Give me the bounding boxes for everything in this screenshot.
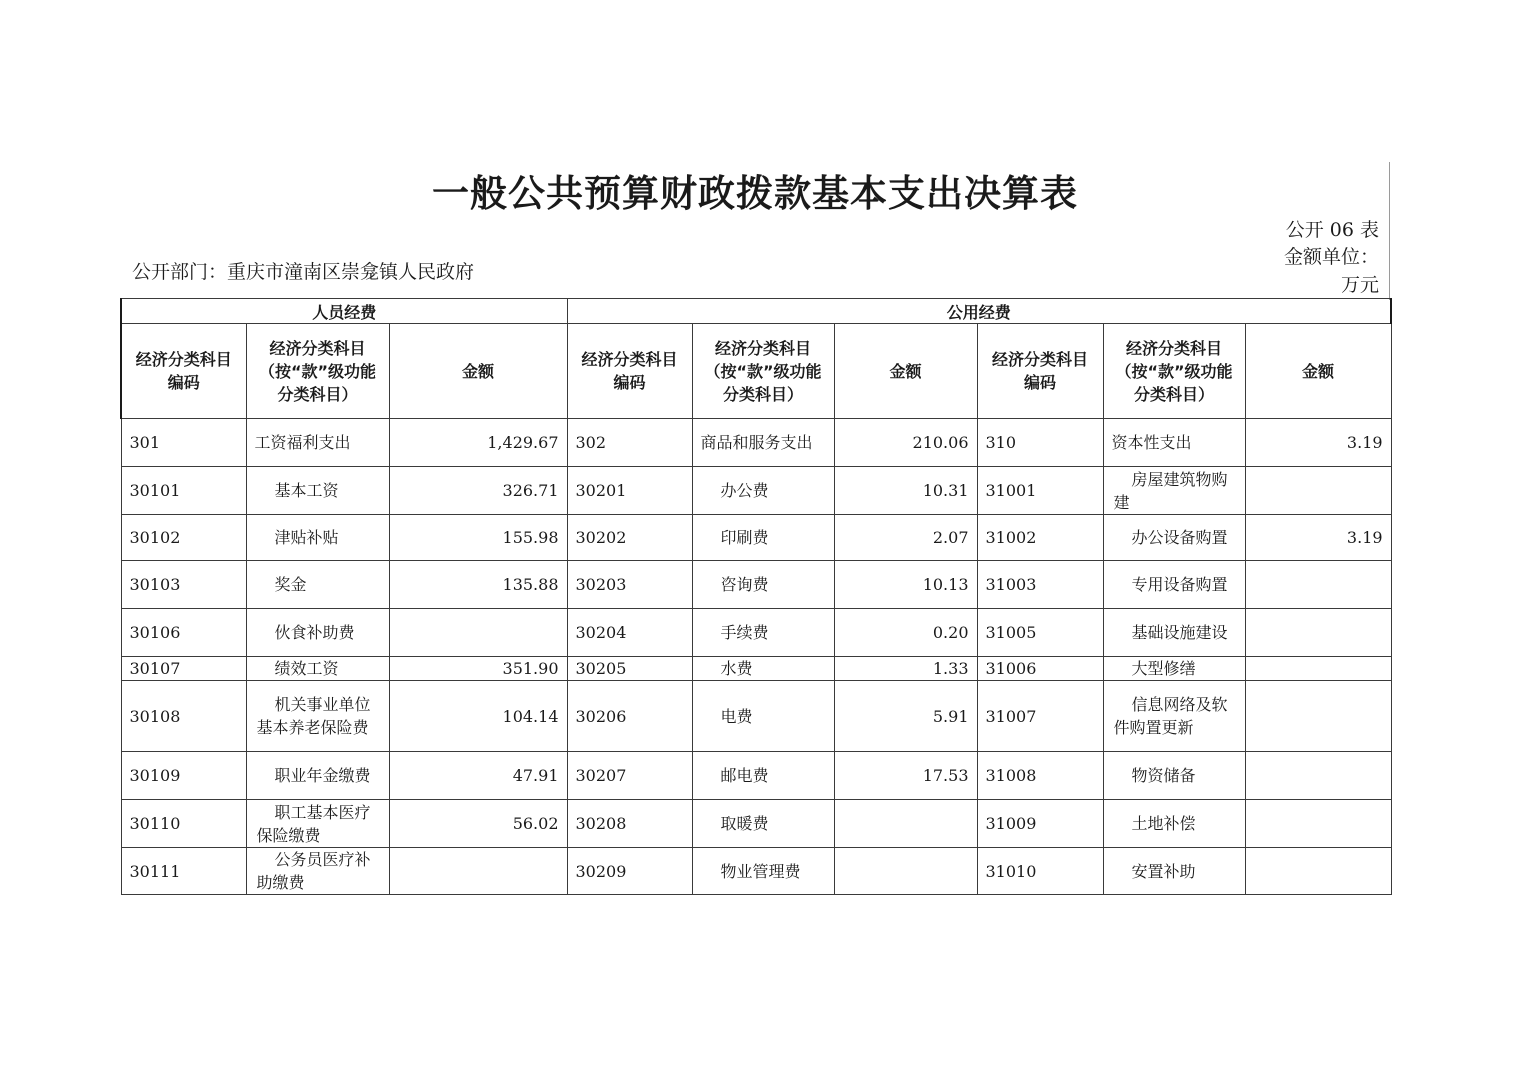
capital-subject-cell: 大型修缮 — [1103, 657, 1245, 681]
table-row — [121, 848, 1391, 895]
capital-code-cell: 31002 — [977, 515, 1103, 561]
personnel-code-cell: 30111 — [121, 848, 246, 895]
personnel-amount-cell: 56.02 — [389, 800, 567, 848]
capital-code-cell: 31003 — [977, 561, 1103, 609]
form-number: 公开 06 表 — [1285, 219, 1379, 241]
personnel-amount-cell: 1,429.67 — [389, 419, 567, 467]
goods-code-cell: 30204 — [567, 609, 692, 657]
goods-amount-cell — [834, 800, 977, 848]
personnel-subject-cell: 职工基本医疗保险缴费 — [246, 800, 389, 848]
goods-subject-cell: 办公费 — [692, 467, 834, 515]
personnel-subject-cell: 伙食补助费 — [246, 609, 389, 657]
table-row — [121, 467, 1391, 515]
goods-amount-cell: 5.91 — [834, 681, 977, 752]
column-header-row — [121, 324, 1391, 419]
personnel-subject-cell: 公务员医疗补助缴费 — [246, 848, 389, 895]
goods-code-cell: 30207 — [567, 752, 692, 800]
goods-code-cell: 30201 — [567, 467, 692, 515]
capital-amount-cell: 3.19 — [1245, 419, 1391, 467]
page-title: 一般公共预算财政拨款基本支出决算表 — [432, 172, 1078, 215]
table-row — [121, 419, 1391, 467]
goods-code-cell: 30206 — [567, 681, 692, 752]
goods-amount-cell: 17.53 — [834, 752, 977, 800]
goods-code-cell: 30202 — [567, 515, 692, 561]
personnel-code-cell: 301 — [121, 419, 246, 467]
table-row — [121, 800, 1391, 848]
capital-code-cell: 31010 — [977, 848, 1103, 895]
table-row — [121, 657, 1391, 681]
capital-code-cell: 31001 — [977, 467, 1103, 515]
goods-code-cell: 30205 — [567, 657, 692, 681]
capital-code-cell: 31005 — [977, 609, 1103, 657]
col-amount-header: 金额 — [1245, 324, 1391, 419]
personnel-code-cell: 30109 — [121, 752, 246, 800]
goods-subject-cell: 商品和服务支出 — [692, 419, 834, 467]
goods-code-cell: 30208 — [567, 800, 692, 848]
capital-amount-cell — [1245, 752, 1391, 800]
goods-subject-cell: 物业管理费 — [692, 848, 834, 895]
personnel-subject-cell: 奖金 — [246, 561, 389, 609]
amount-unit-label: 金额单位： — [1283, 246, 1379, 268]
goods-subject-cell: 印刷费 — [692, 515, 834, 561]
col-subject-header: 经济分类科目（按“款”级功能分类科目） — [692, 324, 834, 419]
personnel-code-cell: 30110 — [121, 800, 246, 848]
personnel-subject-cell: 基本工资 — [246, 467, 389, 515]
capital-amount-cell — [1245, 657, 1391, 681]
goods-amount-cell: 0.20 — [834, 609, 977, 657]
goods-subject-cell: 邮电费 — [692, 752, 834, 800]
col-subject-header: 经济分类科目（按“款”级功能分类科目） — [1103, 324, 1245, 419]
capital-amount-cell — [1245, 848, 1391, 895]
personnel-code-cell: 30103 — [121, 561, 246, 609]
personnel-code-cell: 30107 — [121, 657, 246, 681]
goods-code-cell: 30203 — [567, 561, 692, 609]
personnel-subject-cell: 绩效工资 — [246, 657, 389, 681]
col-subject-header: 经济分类科目（按“款”级功能分类科目） — [246, 324, 389, 419]
col-code-header: 经济分类科目编码 — [567, 324, 692, 419]
goods-subject-cell: 水费 — [692, 657, 834, 681]
capital-subject-cell: 信息网络及软件购置更新 — [1103, 681, 1245, 752]
personnel-subject-cell: 工资福利支出 — [246, 419, 389, 467]
table-row — [121, 681, 1391, 752]
amount-unit-value: 万元 — [1340, 274, 1379, 296]
personnel-code-cell: 30101 — [121, 467, 246, 515]
capital-subject-cell: 专用设备购置 — [1103, 561, 1245, 609]
capital-amount-cell — [1245, 681, 1391, 752]
capital-subject-cell: 办公设备购置 — [1103, 515, 1245, 561]
capital-amount-cell — [1245, 467, 1391, 515]
col-amount-header: 金额 — [834, 324, 977, 419]
goods-code-cell: 302 — [567, 419, 692, 467]
personnel-subject-cell: 机关事业单位基本养老保险费 — [246, 681, 389, 752]
capital-subject-cell: 安置补助 — [1103, 848, 1245, 895]
capital-code-cell: 31009 — [977, 800, 1103, 848]
personnel-amount-cell: 326.71 — [389, 467, 567, 515]
goods-amount-cell: 210.06 — [834, 419, 977, 467]
goods-amount-cell: 1.33 — [834, 657, 977, 681]
capital-code-cell: 31006 — [977, 657, 1103, 681]
capital-code-cell: 310 — [977, 419, 1103, 467]
goods-subject-cell: 咨询费 — [692, 561, 834, 609]
personnel-subject-cell: 津贴补贴 — [246, 515, 389, 561]
goods-amount-cell — [834, 848, 977, 895]
capital-subject-cell: 土地补偿 — [1103, 800, 1245, 848]
capital-subject-cell: 房屋建筑物购建 — [1103, 467, 1245, 515]
capital-amount-cell — [1245, 609, 1391, 657]
amount-unit — [1249, 243, 1379, 299]
group-header-row — [121, 299, 1391, 324]
personnel-amount-cell: 104.14 — [389, 681, 567, 752]
goods-amount-cell: 10.31 — [834, 467, 977, 515]
table-row — [121, 515, 1391, 561]
group-personnel-header: 人员经费 — [121, 299, 567, 324]
goods-subject-cell: 取暖费 — [692, 800, 834, 848]
col-amount-header: 金额 — [389, 324, 567, 419]
personnel-amount-cell — [389, 609, 567, 657]
goods-amount-cell: 10.13 — [834, 561, 977, 609]
capital-amount-cell — [1245, 561, 1391, 609]
capital-amount-cell: 3.19 — [1245, 515, 1391, 561]
capital-code-cell: 31007 — [977, 681, 1103, 752]
personnel-code-cell: 30108 — [121, 681, 246, 752]
capital-code-cell: 31008 — [977, 752, 1103, 800]
group-public-header: 公用经费 — [567, 299, 1391, 324]
capital-subject-cell: 物资储备 — [1103, 752, 1245, 800]
department-label: 公开部门：重庆市潼南区崇龛镇人民政府 — [132, 261, 475, 283]
col-code-header: 经济分类科目编码 — [121, 324, 246, 419]
col-code-header: 经济分类科目编码 — [977, 324, 1103, 419]
table-row — [121, 609, 1391, 657]
goods-amount-cell: 2.07 — [834, 515, 977, 561]
personnel-amount-cell: 155.98 — [389, 515, 567, 561]
goods-subject-cell: 手续费 — [692, 609, 834, 657]
table-row — [121, 561, 1391, 609]
capital-amount-cell — [1245, 800, 1391, 848]
budget-table — [120, 298, 1392, 895]
personnel-amount-cell: 47.91 — [389, 752, 567, 800]
personnel-amount-cell — [389, 848, 567, 895]
capital-subject-cell: 基础设施建设 — [1103, 609, 1245, 657]
table-row — [121, 752, 1391, 800]
personnel-code-cell: 30102 — [121, 515, 246, 561]
personnel-amount-cell: 135.88 — [389, 561, 567, 609]
personnel-code-cell: 30106 — [121, 609, 246, 657]
personnel-amount-cell: 351.90 — [389, 657, 567, 681]
goods-subject-cell: 电费 — [692, 681, 834, 752]
capital-subject-cell: 资本性支出 — [1103, 419, 1245, 467]
goods-code-cell: 30209 — [567, 848, 692, 895]
personnel-subject-cell: 职业年金缴费 — [246, 752, 389, 800]
